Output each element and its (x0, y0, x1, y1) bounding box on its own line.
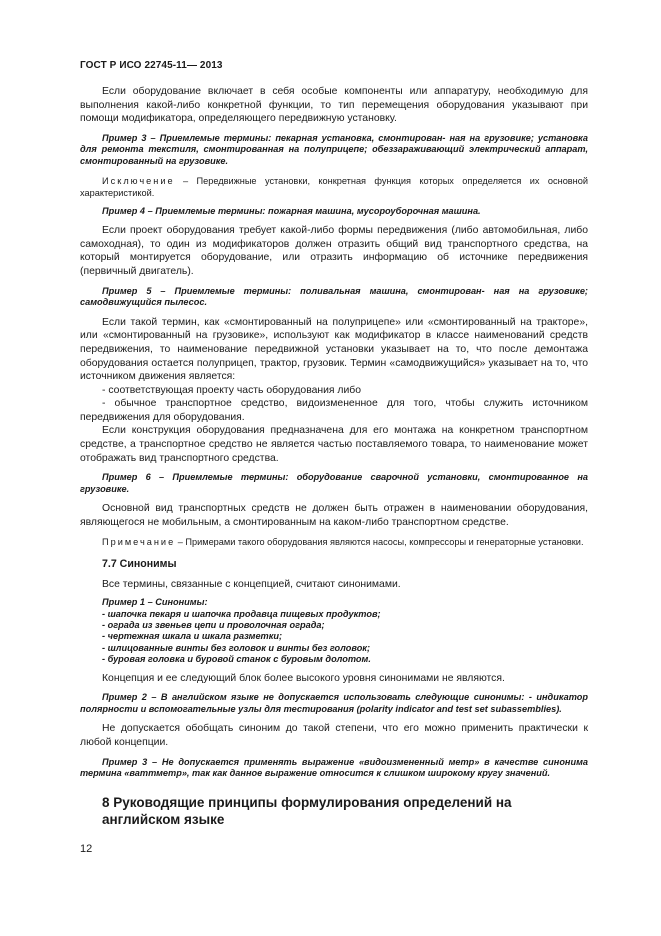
synonym-example-3: Пример 3 – Не допускается применять выражение «видоизмененный метр» в качестве синонима термина «ваттметр», так как данное выражение относится к слишком широкому кругу значений. (80, 756, 588, 779)
section-heading-8: 8 Руководящие принципы формулирования определений на английском языке (102, 794, 512, 827)
exception-label: Исключение (102, 175, 175, 186)
document-page (80, 60, 588, 828)
example-line: Пример 1 – Синонимы: (102, 597, 208, 608)
paragraph: Основной вид транспортных средств не должен быть отражен в наименовании оборудования, являющегося не мобильным, а смонтированным на каком-либо транспортном средстве. (80, 503, 588, 529)
paragraph: Если проект оборудования требует какой-либо формы передвижения (либо автомобильная, либо самоходная), то один из модификаторов должен отразить общий вид транспортного средства, на который монтируется оборудование, или отразить информацию об источнике передвижения (первичный двигатель). (80, 225, 588, 277)
example-line: - шлицованные винты без головок и винты без головок; (102, 642, 371, 653)
exception-note (80, 175, 588, 199)
section-heading-7-7: 7.7 Синонимы (102, 557, 177, 570)
list-item: - обычное транспортное средство, видоизмененное для того, чтобы служить источником передвижения для оборудования. (80, 398, 588, 423)
example-4: Пример 4 – Приемлемые термины: пожарная машина, мусороуборочная машина. (102, 205, 481, 216)
note-label: Примечание (102, 536, 176, 547)
document-header: ГОСТ Р ИСО 22745-11— 2013 (80, 60, 223, 71)
note (80, 536, 588, 548)
paragraph: Если оборудование включает в себя особые компоненты или аппаратуру, необходимую для выполнения какой-либо конкретной функции, то тип перемещения оборудования указывают при помощи модификатора, определяющего передвижную установку. (80, 86, 588, 125)
exception-text: – Передвижные установки, конкретная функция которых определяется их основной характеристикой. (80, 175, 588, 198)
example-line: - шапочка пекаря и шапочка продавца пищевых продуктов; (102, 608, 381, 619)
example-3: Пример 3 – Приемлемые термины: пекарная установка, смонтирован- ная на грузовике; установка для ремонта текстиля, смонтированная на полуприцепе; обеззараживающий электрический аппарат, смонтированный на грузовике. (80, 132, 588, 166)
example-line: - ограда из звеньев цепи и проволочная ограда; (102, 620, 325, 631)
example-line: - чертежная шкала и шкала разметки; (102, 631, 283, 642)
paragraph: Если такой термин, как «смонтированный на полуприцепе» или «смонтированный на тракторе», или «смонтированный на грузовике», используют как модификатор в классе наименований средств передвижения, то наименование передвижной установки указывает на то, что после демонтажа оборудования остается полуприцеп, трактор, грузовик. Термин «самодвижущийся» указывает на то, что источником движения является: (80, 316, 588, 383)
list-item: - соответствующая проекту часть оборудования либо (102, 384, 362, 396)
synonym-example-2: Пример 2 – В английском языке не допускается использовать следующие синонимы: - индикатор полярности и вспомогательные узлы для тестирования (polarity indicator and test set subassemblies). (80, 692, 588, 714)
paragraph: Не допускается обобщать синоним до такой степени, что его можно применить практически к любой концепции. (80, 723, 588, 749)
page-number: 12 (80, 843, 93, 855)
paragraph: Концепция и ее следующий блок более высокого уровня синонимами не являются. (102, 672, 505, 684)
paragraph: Если конструкция оборудования предназначена для его монтажа на конкретном транспортном средстве, а транспортное средство не является частью поставляемого товара, то наименование может отображать вид транспортного средства. (80, 425, 588, 464)
synonym-example-1 (80, 597, 588, 665)
note-text: – Примерами такого оборудования являются насосы, компрессоры и генераторные установки. (175, 536, 584, 547)
example-line: - буровая головка и буровой станок с буровым долотом. (102, 654, 371, 665)
example-5: Пример 5 – Приемлемые термины: поливальная машина, смонтирован- ная на грузовике; самодвижущийся пылесос. (80, 285, 588, 308)
example-6: Пример 6 – Приемлемые термины: оборудование сварочной установки, смонтированное на грузовике. (80, 472, 588, 494)
paragraph: Все термины, связанные с концепцией, считают синонимами. (102, 578, 401, 590)
